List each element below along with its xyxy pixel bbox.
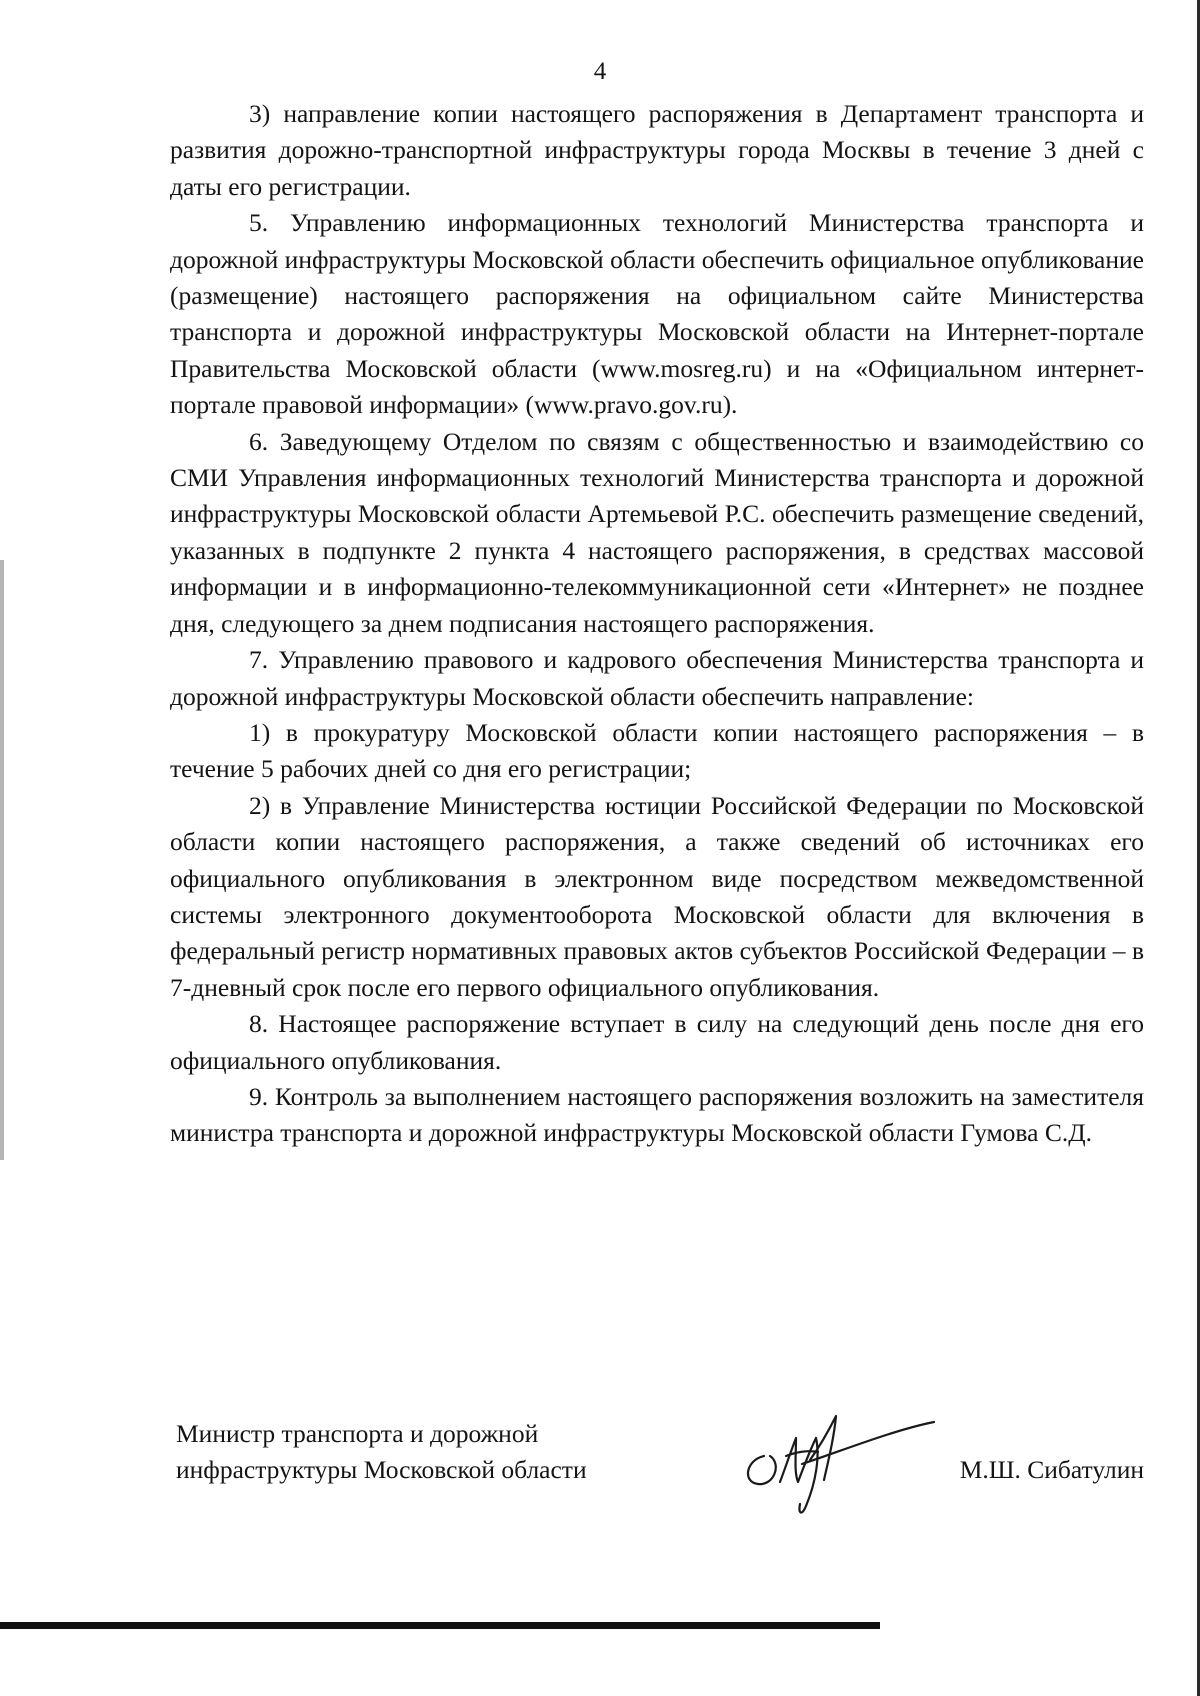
paragraph-7-2: 2) в Управление Министерства юстиции Российской Федерации по Московской области копии настоящего распоряжения, а также сведений об источниках его официального опубликования в электронном виде посредством межведомственной системы электронного документооборота Московской области для включения в федеральный регистр нормативных правовых актов субъектов Российской Федерации – в 7-дневный срок после его первого официального опубликования. — [170, 790, 1144, 1002]
signer-name: М.Ш. Сибатулин — [959, 1455, 1144, 1484]
page-number: 4 — [593, 58, 607, 85]
paragraph-3-1: 3) направление копии настоящего распоряжения в Департамент транспорта и развития дорожно-транспортной инфраструктуры города Москвы в течение 3 дней с даты его регистрации. — [170, 99, 1144, 201]
paragraph-7-1: 1) в прокуратуру Московской области копии настоящего распоряжения – в течение 5 рабочих дней со дня его регистрации; — [170, 717, 1144, 784]
handwritten-signature — [724, 1386, 944, 1526]
paragraph-8: 8. Настоящее распоряжение вступает в силу на следующий день после дня его официального опубликования. — [170, 1009, 1144, 1075]
signer-title — [176, 1416, 587, 1488]
paragraph-9: 9. Контроль за выполнением настоящего распоряжения возложить на заместителя министра транспорта и дорожной инфраструктуры Московской области Гумова С.Д. — [170, 1081, 1144, 1148]
signer-title-line-1: Министр транспорта и дорожной — [176, 1419, 539, 1448]
scan-bottom-rule — [0, 1622, 880, 1629]
scan-edge-shadow — [0, 560, 4, 1160]
document-body — [170, 96, 1144, 1152]
paragraph-5: 5. Управлению информационных технологий Министерства транспорта и дорожной инфраструктуры Московской области обеспечить официальное опубликование (размещение) настоящего распоряжения на официальном сайте Министерства транспорта и дорожной инфраструктуры Московской области на Интернет-портале Правительства Московской области (www.mosreg.ru) и на «Официальном интернет-портале правовой информации» (www.pravo.gov.ru). — [170, 208, 1144, 420]
paragraph-7: 7. Управлению правового и кадрового обеспечения Министерства транспорта и дорожной инфраструктуры Московской области обеспечить направление: — [170, 645, 1144, 711]
paragraph-6: 6. Заведующему Отделом по связям с общественностью и взаимодействию со СМИ Управления информационных технологий Министерства транспорта и дорожной инфраструктуры Московской области Артемьевой Р.С. обеспечить размещение сведений, указанных в подпункте 2 пункта 4 настоящего распоряжения, в средствах массовой информации и в информационно-телекоммуникационной сети «Интернет» не позднее дня, следующего за днем подписания настоящего распоряжения. — [170, 426, 1144, 638]
signature-block — [176, 1416, 1144, 1516]
signer-title-line-2: инфраструктуры Московской области — [176, 1455, 587, 1484]
